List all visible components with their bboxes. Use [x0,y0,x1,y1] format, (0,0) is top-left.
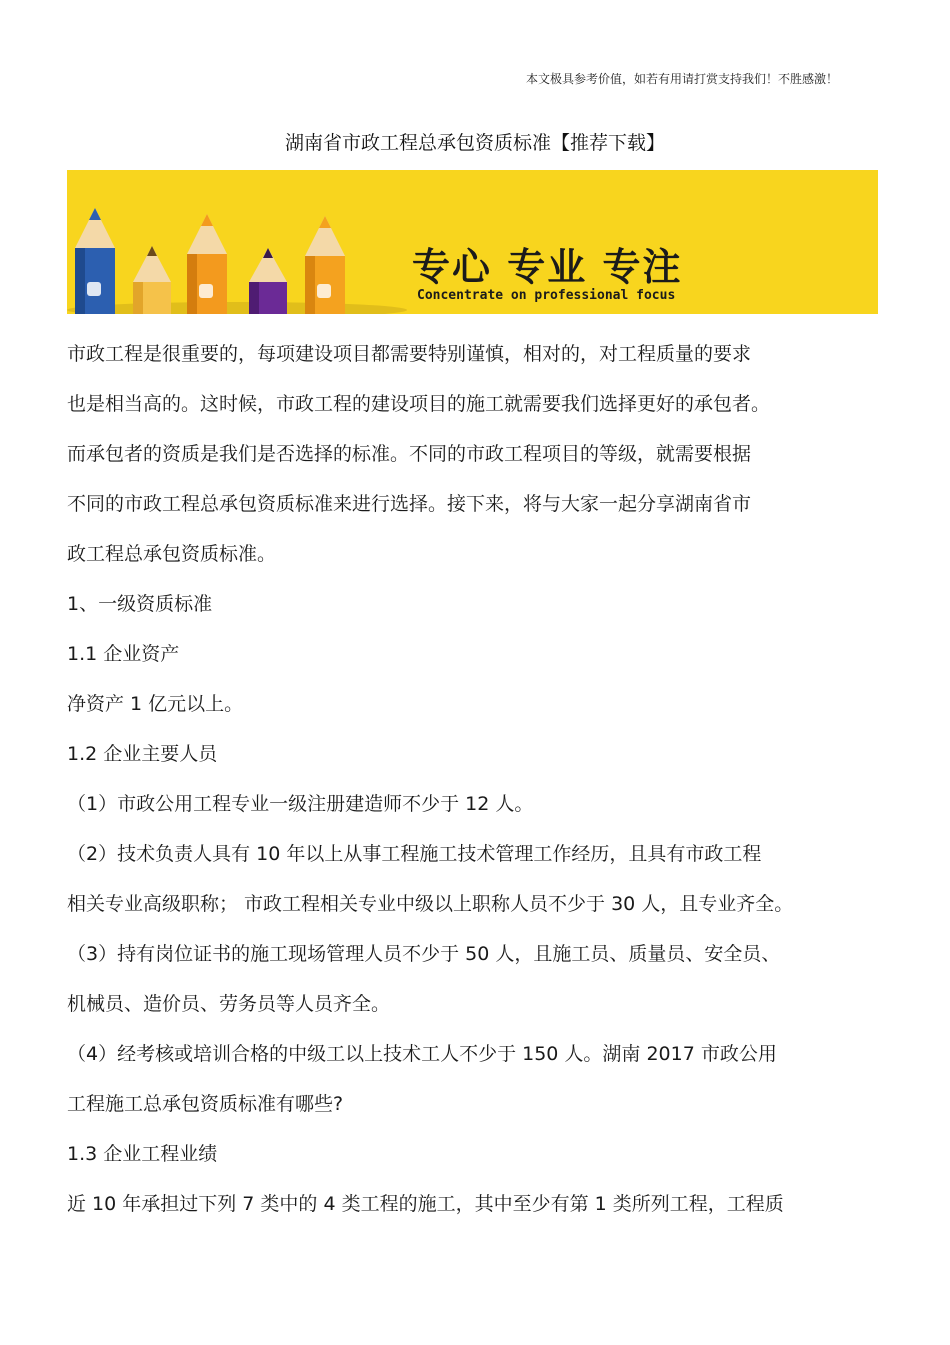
paragraph-line: 机械员、造价员、劳务员等人员齐全。 [67,993,391,1015]
pencil-amber-icon [305,216,345,314]
list-item: （4）经考核或培训合格的中级工以上技术工人不少于 150 人。湖南 2017 市政公用 [67,1043,777,1065]
pencil-yellow-icon [133,246,171,314]
list-item: （3）持有岗位证书的施工现场管理人员不少于 50 人，且施工员、质量员、安全员、 [67,943,781,965]
subsection-heading: 1.1 企业资产 [67,643,180,665]
list-item: （1）市政公用工程专业一级注册建造师不少于 12 人。 [67,793,534,815]
paragraph-line: 工程施工总承包资质标准有哪些? [67,1093,344,1115]
pencil-blue-icon [75,208,115,314]
pencil-purple-icon [249,248,287,314]
paragraph-line: 不同的市政工程总承包资质标准来进行选择。接下来，将与大家一起分享湖南省市 [67,493,752,515]
subsection-heading: 1.3 企业工程业绩 [67,1143,218,1165]
list-item: （2）技术负责人具有 10 年以上从事工程施工技术管理工作经历，且具有市政工程 [67,843,762,865]
paragraph-line: 相关专业高级职称； 市政工程相关专业中级以上职称人员不少于 30 人，且专业齐全。 [67,893,794,915]
paragraph-line: 也是相当高的。这时候，市政工程的建设项目的施工就需要我们选择更好的承包者。 [67,393,771,415]
section-heading: 1、一级资质标准 [67,593,213,615]
paragraph-line: 近 10 年承担过下列 7 类中的 4 类工程的施工，其中至少有第 1 类所列工程，工程质 [67,1193,784,1215]
paragraph-line: 净资产 1 亿元以上。 [67,693,244,715]
paragraph-line: 而承包者的资质是我们是否选择的标准。不同的市政工程项目的等级，就需要根据 [67,443,752,465]
banner-slogan-en: Concentrate on professional focus [417,288,676,303]
subsection-heading: 1.2 企业主要人员 [67,743,218,765]
document-body [67,329,882,1229]
pencil-orange-icon [187,214,227,314]
document-title: 湖南省市政工程总承包资质标准【推荐下载】 [284,132,665,154]
paragraph-line: 政工程总承包资质标准。 [67,543,277,565]
header-note: 本文极具参考价值，如若有用请打赏支持我们！不胜感激！ [525,72,838,86]
banner-slogan: 专心 专业 专注 [412,245,683,289]
banner-image [67,170,878,314]
paragraph-line: 市政工程是很重要的，每项建设项目都需要特别谨慎，相对的，对工程质量的要求 [67,343,752,365]
